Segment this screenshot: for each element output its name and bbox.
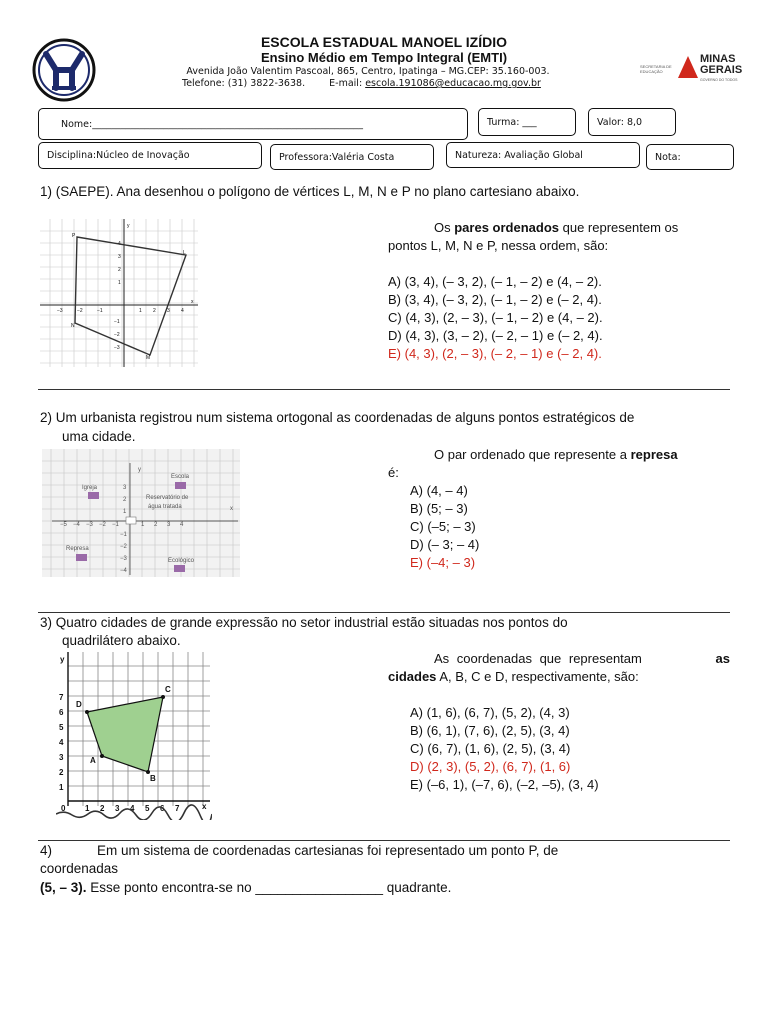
q2-tick-x: −1 bbox=[112, 522, 119, 528]
q1-option-c[interactable]: C) (4, 3), (2, – 3), (– 1, – 2) e (4, – 2). bbox=[388, 310, 603, 325]
q2-tick-x: 4 bbox=[180, 522, 184, 528]
q1-intro-line2: pontos L, M, N e P, nessa ordem, são: bbox=[388, 238, 609, 253]
q2-intro-line2: é: bbox=[388, 465, 399, 480]
q3-tick-x: 1 bbox=[85, 804, 90, 813]
q2-axis-y: y bbox=[138, 467, 141, 473]
q3-stem-line2: quadrilátero abaixo. bbox=[62, 633, 181, 648]
divider bbox=[38, 612, 730, 613]
q3-label-A: A bbox=[90, 756, 96, 765]
q2-place-ecologico: Ecológico bbox=[168, 558, 195, 564]
q2-stem-line2: uma cidade. bbox=[62, 429, 136, 444]
q3-tick-x: 7 bbox=[175, 804, 180, 813]
q1-tick-x: 3 bbox=[167, 308, 170, 314]
email-link[interactable]: escola.191086@educacao.mg.gov.br bbox=[365, 78, 541, 89]
q3-intro-line2: cidades A, B, C e D, respectivamente, são: bbox=[388, 669, 639, 684]
q3-tick-y: 5 bbox=[59, 723, 64, 732]
q3-tick-y: 2 bbox=[59, 768, 64, 777]
q4-stem-line2: coordenadas bbox=[40, 861, 119, 876]
q3-option-d[interactable]: D) (2, 3), (5, 2), (6, 7), (1, 6) bbox=[410, 759, 571, 774]
q3-stem: 3) Quatro cidades de grande expressão no setor industrial estão situadas nos pontos do bbox=[40, 615, 568, 630]
q1-tick-y: −2 bbox=[114, 332, 120, 338]
q3-option-e[interactable]: E) (–6, 1), (–7, 6), (–2, –5), (3, 4) bbox=[410, 777, 599, 792]
q3-tick-x: 2 bbox=[100, 804, 105, 813]
school-subtitle: Ensino Médio em Tempo Integral (EMTI) bbox=[260, 50, 508, 65]
school-address: Avenida João Valentim Pascoal, 865, Centro, Ipatinga – MG.CEP: 35.160-003. bbox=[186, 66, 550, 77]
nature-field: Natureza: Avaliação Global bbox=[446, 142, 640, 168]
q1-tick-y: −1 bbox=[114, 319, 120, 325]
q3-tick-y: 7 bbox=[59, 693, 64, 702]
gov-triangle-icon bbox=[678, 56, 698, 78]
gov-small-text: SECRETARIA DE EDUCAÇÃO bbox=[640, 64, 672, 74]
gov-name-2: GERAIS bbox=[700, 64, 743, 76]
q3-label-D: D bbox=[76, 700, 82, 709]
q2-axis-x: x bbox=[230, 506, 233, 512]
q2-tick-y: −2 bbox=[120, 544, 127, 550]
q3-option-a[interactable]: A) (1, 6), (6, 7), (5, 2), (4, 3) bbox=[410, 705, 570, 720]
q2-tick-y: 1 bbox=[123, 509, 127, 515]
q2-map bbox=[42, 449, 240, 577]
q2-tick-x: −4 bbox=[73, 522, 80, 528]
q1-option-e[interactable]: E) (4, 3), (2, – 3), (– 2, – 1) e (– 2, 4). bbox=[388, 346, 602, 361]
q2-stem: 2) Um urbanista registrou num sistema ortogonal as coordenadas de alguns pontos estratégicos de bbox=[40, 410, 635, 425]
q2-place-igreja: Igreja bbox=[82, 485, 98, 491]
q2-tick-x: −3 bbox=[86, 522, 93, 528]
q3-tick-y: 1 bbox=[59, 783, 64, 792]
divider bbox=[38, 840, 730, 841]
school-contact bbox=[182, 78, 541, 89]
phone: Telefone: (31) 3822-3638. bbox=[182, 78, 306, 89]
teacher-field: Professora:Valéria Costa bbox=[270, 144, 434, 170]
q1-tick-x: 2 bbox=[153, 308, 156, 314]
school-name: ESCOLA ESTADUAL MANOEL IZÍDIO bbox=[260, 34, 508, 50]
q2-option-d[interactable]: D) (– 3; – 4) bbox=[410, 537, 480, 552]
q3-tick-y: 4 bbox=[59, 738, 64, 747]
q2-option-e[interactable]: E) (–4; – 3) bbox=[410, 555, 476, 570]
name-field[interactable]: Nome:_________________________________________________________ bbox=[38, 108, 468, 140]
q1-option-a[interactable]: A) (3, 4), (– 3, 2), (– 1, – 2) e (4, – 2). bbox=[388, 274, 602, 289]
q2-tick-y: −3 bbox=[120, 556, 127, 562]
q2-tick-y: −1 bbox=[120, 532, 127, 538]
q2-option-b[interactable]: B) (5; – 3) bbox=[410, 501, 468, 516]
q3-option-c[interactable]: C) (6, 7), (1, 6), (2, 5), (3, 4) bbox=[410, 741, 571, 756]
q1-option-b[interactable]: B) (3, 4), (– 3, 2), (– 1, – 2) e (– 2, 4). bbox=[388, 292, 602, 307]
q1-tick-y: 3 bbox=[118, 254, 121, 260]
q1-tick-y: 1 bbox=[118, 280, 121, 286]
q3-label-C: C bbox=[165, 685, 171, 694]
q3-tick-x: 3 bbox=[115, 804, 120, 813]
email-label: E-mail: bbox=[329, 78, 363, 89]
q2-place-escola: Escola bbox=[171, 474, 190, 480]
q1-tick-y: 2 bbox=[118, 267, 121, 273]
q1-option-d[interactable]: D) (4, 3), (3, – 2), (– 2, – 1) e (– 2, 4). bbox=[388, 328, 603, 343]
q2-tick-x: 1 bbox=[141, 522, 145, 528]
q3-tick-x: 4 bbox=[130, 804, 135, 813]
q1-tick-x: −2 bbox=[77, 308, 83, 314]
q3-axis-y: y bbox=[60, 655, 65, 664]
value-field: Valor: 8,0 bbox=[588, 108, 676, 136]
grade-field[interactable]: Nota: bbox=[646, 144, 734, 170]
q2-option-a[interactable]: A) (4, – 4) bbox=[410, 483, 468, 498]
q2-tick-x: 2 bbox=[154, 522, 158, 528]
q1-axis-y: y bbox=[127, 223, 130, 229]
q2-tick-y: 3 bbox=[123, 485, 127, 491]
q3-tick-x: 0 bbox=[61, 804, 66, 813]
q1-label-M: M bbox=[146, 355, 151, 361]
q2-place-represa: Represa bbox=[66, 546, 89, 552]
q4-stem: 4) Em um sistema de coordenadas cartesianas foi representado um ponto P, de bbox=[40, 843, 559, 858]
q1-tick-x: −1 bbox=[97, 308, 103, 314]
q3-intro: As coordenadas que representam as bbox=[434, 651, 730, 666]
gov-name-1: MINAS bbox=[700, 53, 736, 65]
q2-tick-y: 2 bbox=[123, 497, 127, 503]
q3-tick-y: 6 bbox=[59, 708, 64, 717]
q2-tick-x: 3 bbox=[167, 522, 171, 528]
q1-tick-x: 4 bbox=[181, 308, 184, 314]
q2-tick-y: −4 bbox=[120, 568, 127, 574]
q1-tick-x: 1 bbox=[139, 308, 142, 314]
q1-label-L: L bbox=[183, 250, 186, 256]
q2-option-c[interactable]: C) (–5; – 3) bbox=[410, 519, 476, 534]
q3-tick-y: 3 bbox=[59, 753, 64, 762]
q4-stem-line3: (5, – 3). Esse ponto encontra-se no _________________ quadrante. bbox=[40, 880, 452, 895]
gov-logo bbox=[640, 50, 743, 94]
subject-field: Disciplina:Núcleo de Inovação bbox=[38, 142, 262, 169]
q3-tick-x: 6 bbox=[160, 804, 165, 813]
q1-graph bbox=[40, 219, 198, 367]
divider bbox=[38, 389, 730, 390]
q1-label-N: N bbox=[71, 323, 75, 329]
q1-tick-y: 4 bbox=[118, 241, 121, 247]
q2-place-agua: água tratada bbox=[148, 504, 182, 510]
q3-tick-x: 5 bbox=[145, 804, 150, 813]
gov-tagline: GOVERNO DO TODOS bbox=[700, 78, 738, 82]
q2-tick-x: −2 bbox=[99, 522, 106, 528]
class-field[interactable]: Turma: ___ bbox=[478, 108, 576, 136]
q2-tick-x: −5 bbox=[60, 522, 67, 528]
q3-graph bbox=[56, 652, 212, 820]
q1-intro: Os pares ordenados que representem os bbox=[434, 220, 679, 235]
q3-axis-x: x bbox=[202, 802, 207, 811]
q1-label-P: P bbox=[72, 233, 76, 239]
q3-option-b[interactable]: B) (6, 1), (7, 6), (2, 5), (3, 4) bbox=[410, 723, 570, 738]
q1-axis-x: x bbox=[191, 299, 194, 305]
q2-place-reservatorio: Reservatório de bbox=[146, 495, 189, 501]
q2-intro: O par ordenado que represente a represa bbox=[434, 447, 678, 462]
q1-tick-y: −3 bbox=[114, 345, 120, 351]
q1-stem: 1) (SAEPE). Ana desenhou o polígono de vértices L, M, N e P no plano cartesiano abaixo. bbox=[40, 184, 580, 199]
q3-label-B: B bbox=[150, 774, 156, 783]
q1-tick-x: −3 bbox=[57, 308, 63, 314]
